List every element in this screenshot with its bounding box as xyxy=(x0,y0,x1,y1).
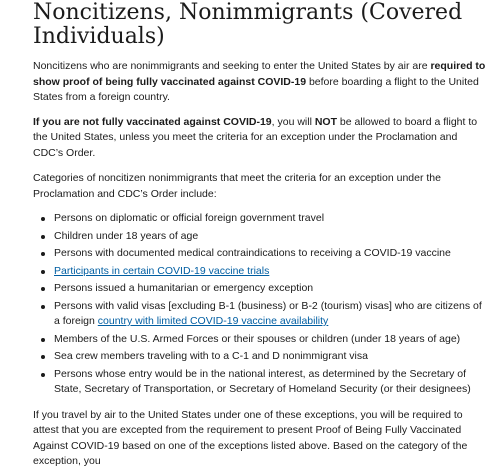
bullet-icon xyxy=(41,305,45,309)
exception-list xyxy=(33,211,488,398)
bullet-icon xyxy=(41,270,45,274)
intro-paragraph xyxy=(33,59,488,106)
bullet-icon xyxy=(41,287,45,291)
list-item-humanitarian xyxy=(33,281,488,297)
intro-text-end: before boarding a flight to the United States from a foreign country. xyxy=(33,75,479,103)
closing-paragraph: If you travel by air to the United States under one of these exceptions, you will be required to attest that you are excepted from the requirement to present Proof of Being Fully Vaccinated Against COVID-19 based on one of the exceptions listed above. Based on the category of the exception, you xyxy=(33,408,468,467)
bullet-icon xyxy=(41,355,45,359)
list-item-children xyxy=(33,229,488,245)
list-item-armed-forces xyxy=(33,332,488,348)
bullet-icon xyxy=(41,235,45,239)
list-item-text: Children under 18 years of age xyxy=(54,229,199,242)
warning-bold-condition: If you are not fully vaccinated against COVID-19 xyxy=(33,115,272,128)
warning-text-mid: , you will xyxy=(271,115,315,128)
bullet-icon xyxy=(41,217,45,221)
warning-bold-not: NOT xyxy=(314,115,338,128)
list-item-diplomatic xyxy=(33,211,488,227)
bullet-icon xyxy=(41,373,45,377)
limited-vaccine-countries-link[interactable]: country with limited COVID-19 vaccine availability xyxy=(97,315,329,327)
list-item-national-interest xyxy=(33,367,488,398)
intro-bold-requirement: required to show proof of being fully vaccinated against COVID-19 xyxy=(33,60,486,88)
list-item-text: Persons with valid visas [excluding B-1 (business) or B-2 (tourism) visas] who are citizens of a foreign xyxy=(54,299,482,327)
bullet-icon xyxy=(41,252,45,256)
list-item-visas xyxy=(33,299,488,330)
bullet-icon xyxy=(41,338,45,342)
list-item-text: Persons with documented medical contraindications to receiving a COVID-19 vaccine xyxy=(54,247,451,259)
warning-text-end: be allowed to board a flight to the United States, unless you meet the criteria for an exception under the Proclamation and CDC’s Order. xyxy=(33,115,478,159)
warning-paragraph xyxy=(33,115,488,162)
list-item-sea-crew xyxy=(33,349,488,365)
list-item-medical xyxy=(33,246,488,262)
list-item-text: Persons on diplomatic or official foreign government travel xyxy=(54,212,325,224)
list-item-text: Members of the U.S. Armed Forces or their spouses or children (under 18 years of age) xyxy=(54,332,461,345)
page-heading: Noncitizens, Nonimmigrants (Covered Individuals) xyxy=(33,0,463,49)
vaccine-trials-link[interactable]: Participants in certain COVID-19 vaccine trials xyxy=(54,264,270,277)
list-item-text: Persons issued a humanitarian or emergency exception xyxy=(54,282,314,294)
categories-intro: Categories of noncitizen nonimmigrants that meet the criteria for an exception under the Proclamation and CDC’s Order include: xyxy=(33,172,441,200)
list-item-text: Sea crew members traveling with to a C-1 and D nonimmigrant visa xyxy=(54,350,368,362)
list-item-trials xyxy=(33,264,488,280)
list-item-text: Persons whose entry would be in the national interest, as determined by the Secretary of State, Secretary of Transportation, or Secretary of Homeland Security (or their designees) xyxy=(54,367,471,395)
intro-text-start: Noncitizens who are nonimmigrants and seeking to enter the United States by air are xyxy=(33,60,431,72)
